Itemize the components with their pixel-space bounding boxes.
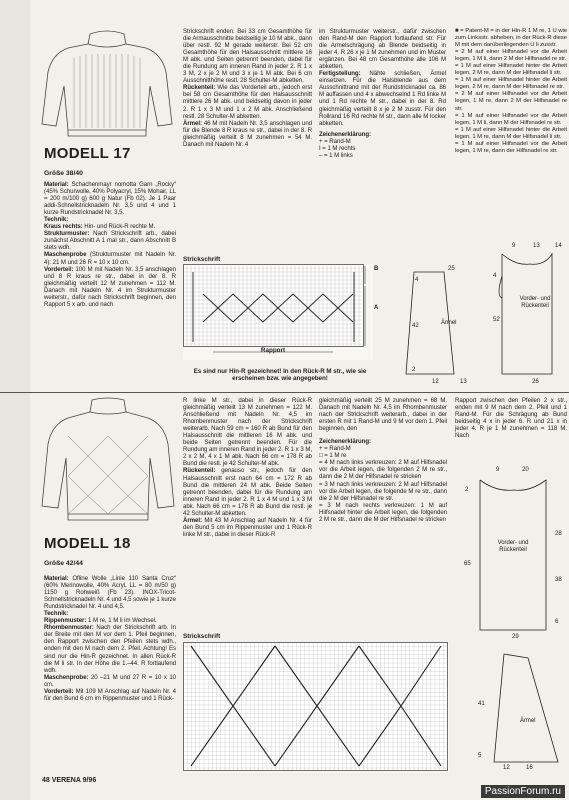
text-block: Technik:	[44, 216, 69, 224]
model-18-column-3	[319, 397, 447, 523]
dim-label: 6	[555, 618, 559, 625]
model-17-title: MODELL 17	[44, 145, 131, 162]
dim-label: 16	[526, 764, 533, 771]
chart-17-notice: Es sind nur Hin-R gezeichnet! In den Rück-R M str., wie sie erscheinen bzw. wie angegeben!	[193, 368, 367, 383]
dim-label: 9	[512, 242, 516, 249]
model-17-column-1	[44, 181, 176, 308]
text-block: = 1 M auf einer Hilfsnadel hinter die Arbeit legen, 2 M re, dann M der Hilfsnadel li str.	[455, 63, 567, 77]
text-block: Strukturmuster: Nach Strickschrift arb., dabei zunächst Abschnitt A 1 mal str., dann Abschnitt B stets wdh.	[44, 230, 176, 252]
dim-label: 42	[412, 322, 419, 329]
legend-item: – = 1 M links	[319, 151, 353, 159]
text-block: Rippenmuster: 1 M re, 1 M li im Wechsel.	[44, 617, 157, 625]
text-block: Rhombenmuster: Nach der Strickschrift arb. In der Breite mit den M vor dem 1. Pfeil beginnen, den Rapport zwischen den Pfeilen stets wdh., enden mit den M nach dem 2. Pfeil. Achtung! Es sind nur die Hin-R gezeichnet. In allen Rück-R die M li str. In der Höhe die 1.–44. R fortlaufend wdh.	[44, 624, 176, 674]
schema-17-sleeve-label: Ärmel	[441, 320, 457, 326]
dim-label: 14	[555, 242, 562, 249]
dim-label: 41	[478, 700, 485, 707]
legend-title: Zeichenerklärung:	[319, 130, 371, 138]
dim-label: 26	[532, 378, 539, 385]
text-block: R linke M str., dabei in dieser Rück-R gleichmäßig verteilt 13 M zunehmen = 122 M. Anschließend mit Nadeln Nr. 4,5 im Rhombenmuster nach der Strickschrift weiterarb. Nach 59 cm = 160 R ab Bund für den Halsausschnitt die mittleren 16 M abk. und beide Seiten getrennt beenden. Für die Rundung am inneren Rand in jeder 2. R 1 x 3 M, 2 x 2 M, 4 x 1 M abk. Nach 66 cm = 178 R ab Bund die restl. je 42 Schulter-M abk.	[183, 397, 312, 468]
legend-item: = 4 M nach links verkreuzen: 2 M auf Hilfsnadel vor die Arbeit legen, die folgenden 2 M re str., dann die 2 M der Hilfsnadel re stricken	[319, 459, 447, 481]
legend-item: I = 1 M rechts	[319, 144, 356, 152]
knitting-chart-18	[183, 642, 449, 772]
text-block: = 2 M auf einer Hilfsnadel vor die Arbeit legen, 1 M re, dann 2 M der Hilfsnadel re str.	[455, 91, 567, 112]
text-block: Rapport zwischen den Pfeilen 2 x str., enden mit 9 M nach dem 2. Pfeil und 1 Rand-M. Für die Schrägung ab Bund beidseitig 4 x in jeder 6. R und 21 x in jeder 4. R je 1 M zunehmen = 118 M. Nach	[455, 397, 567, 440]
chart-17-section-b: B	[374, 266, 379, 272]
text-block: im Strukturmuster weiterstr., dafür zwischen den Rand-M den Rapport fortlaufend str. Für die Armelschrägung ab Blende beidseitig in jeder 4. R 26 x je 1 M zunehmen und im Muster ergänzen. Bei 48 cm Gesamthöhe alle 106 M abketten.	[319, 28, 446, 71]
chart-18-title: Strickschrift	[183, 633, 221, 640]
dim-label: 4	[415, 276, 419, 283]
dim-label: 38	[555, 576, 562, 583]
model-18-size: Größe 42/44	[44, 560, 83, 567]
schema-18-body-label: Vorder- und Rückenteil	[497, 540, 529, 554]
text-block: Ärmel: Mit 43 M Anschlag auf Nadeln Nr. 4 für den Bund 5 cm im Rippenmuster und 1 Rück-R linke M str., dabei in dieser Rück-R	[183, 516, 312, 538]
text-block: Maschenprobe: 20 –21 M und 27 R = 10 x 10 cm.	[44, 673, 176, 688]
dim-label: 20	[522, 466, 529, 473]
sweater-illustration-18	[38, 396, 178, 524]
model-17-right-column	[455, 28, 567, 155]
text-block: = 1 M auf einer Hilfsnadel vor die Arbeit legen, 1 M li, dann M der Hilfsnadel re str.	[455, 112, 567, 126]
dim-label: 13	[533, 242, 540, 249]
dim-label: 5	[478, 752, 482, 759]
text-block: Ärmel: 46 M mit Nadeln Nr. 3,5 anschlagen und für die Blende 8 R kraus re str., dabei in der 8. R gleichmäßig verteilt 8 M zunehmen = 54 M. Danach mit Nadeln Nr. 4	[183, 119, 312, 148]
dim-label: 12	[503, 764, 510, 771]
dim-label: 12	[432, 378, 439, 385]
text-block: Vorderteil: 100 M mit Nadeln Nr. 3,5 anschlagen und 8 R kraus re str., dabei in der 8. R gleichmäßig verteilt 12 M zunehmen = 112 M. Danach mit Nadeln Nr. 4 im Strukturmuster weiterstr., dafür nach Strickschrift beginnen, den Rapport 5 x arb. und nach	[44, 265, 176, 308]
schema-18-sleeve-label: Ärmel	[520, 718, 536, 724]
dim-label: 52	[493, 316, 500, 323]
dim-label: 25	[448, 265, 455, 272]
text-block: Kraus rechts: Hin- und Rück-R rechte M.	[44, 223, 156, 231]
text-block: = 1 M auf einer Hilfsnadel vor die Arbeit legen, 1 M re, dann der Hilfsnadel re str.	[455, 140, 567, 154]
text-block: gleichmäßig verteilt 25 M zunehmen = 68 M. Danach mit Nadeln Nr. 4,5 im Rhombenmuster nach der Strickschrift weiterarb., dabei in der ersten R mit 1 Rand-M und 9 M vor dem 1. Pfeil beginnen, den	[319, 397, 447, 433]
model-17-column-3	[319, 28, 446, 159]
text-block: Rückenteil: genauso str., jedoch für den Halsausschnitt erst nach 64 cm = 172 R ab Bund die mittleren 24 M abk. Beide Seiten getrennt beenden, dabei für die Rundung am inneren Rand in jeder 2. R 1 x 4 M und 1 x 3 M abk. Nach 66 cm = 178 R ab Bund die restl. je 42 Schulter-M abketten.	[183, 467, 312, 517]
legend-item: □ = 1 M re	[319, 452, 347, 460]
model-17-size: Größe 38/40	[44, 170, 83, 177]
dim-label: 4	[493, 272, 497, 279]
dim-label: 65	[464, 560, 471, 567]
text-block: = 1 M auf einer Hilfsnadel hinter die Arbeit legen, 2 M re, dann M der Hilfsnadel re str.	[455, 77, 567, 91]
text-block: Fertigstellung: Nähte schließen, Ärmel einsetzen. Für die Halsblende aus dem Ausschnittrand mit der Rundstricknadel ca. 86 M auffassen und 4 x abwechselnd 1 Rd linke M und 1 Rd rechte M str., dabei in der 8. Rd gleichmäßig verteilt 8 x je 2 M zusstr. Für den Rollrand 16 Rd rechte M str., dann alle M locker abketten.	[319, 70, 446, 127]
page-footer: 48 VERENA 9/96	[42, 777, 97, 784]
text-block: = 1 M auf einer Hilfsnadel hinter die Arbeit legen, 1 M re, dann M der Hilfsnadel li str.	[455, 126, 567, 140]
text-block: Strickschrift enden. Bei 33 cm Gesamthöhe für die Armausschnitte beidseitig je 10 M abk., dann über restl. 92 M gerade weiterstr. Bei 52 cm Gesamthöhe für den Halsausschnitt mittlere 16 M abk. und Seiten getrennt beenden, dabei für die Rundung am inneren Rand in jeder 2. R 1 x 3 M, 2 x je 2 M und 3 x je 1 M abk. Bei 6 cm Ausschnitthöhe restl. 28 Schulter-M abketten.	[183, 28, 312, 85]
dim-label: 2	[412, 366, 416, 373]
dim-label: 28	[555, 530, 562, 537]
legend-title: Zeichenerklärung:	[319, 438, 371, 446]
legend-item: = 3 M nach links verkreuzen: 2 M auf Hilfsnadel vor die Arbeit legen, die folgende M re str., dann die 2 M der Hilfsnadel re str.	[319, 480, 447, 502]
text-block: Material: Ofline Wolle „Linie 110 Santa Cruz“ (60% Merinowolle, 40% Acryl, LL = 80 m/50 g) 1150 g Rohweiß (Fb 23). INOX-Tricot-Schnellstricknadeln Nr. 4 und 4,5 sowie je 1 kurze Rundstricknadel Nr. 4 und 4,5.	[44, 575, 176, 611]
dim-label: 2	[465, 486, 469, 493]
section-divider	[0, 392, 569, 393]
chart-17-title: Strickschrift	[183, 256, 221, 263]
model-18-right-column	[455, 397, 567, 439]
legend-item: + = Rand-M	[319, 445, 351, 453]
knitting-chart-17	[183, 264, 373, 360]
text-block: Maschenprobe (Strukturmuster mit Nadeln Nr. 4): 21 M und 26 R = 10 x 10 cm.	[44, 251, 176, 266]
model-18-column-2	[183, 397, 312, 538]
text-block: ■ = Patent-M = in der Hin-R 1 M re, 1 U wie zum Linksstr. abheben, in der Rück-R diese M mit dem darüberliegenden U li zusstr.	[455, 28, 567, 49]
text-block: Material: Schachenmayr nomotta Garn „Rocky“ (45% Schurwolle, 40% Polyacryl, 15% Mohair, LL = 200 m/100 g) 600 g Natur (Fb 02). Je 1 Paar addi-Schnellstricknadeln Nr. 3,5 und 4 und 1 kurze Rundstricknadel Nr. 3,5.	[44, 181, 176, 217]
chart-17-section-a: A	[374, 305, 379, 311]
schema-18	[454, 462, 568, 772]
text-block: Vorderteil: Mit 109 M Anschlag auf Nadeln Nr. 4 für den Bund 6 cm im Rippenmuster und 1 Rück-	[44, 687, 176, 702]
sweater-illustration-17	[38, 26, 176, 141]
model-18-title: MODELL 18	[44, 535, 131, 552]
dim-label: 29	[512, 633, 519, 640]
schema-17-body-label: Vorder- und Rückenteil	[519, 296, 551, 310]
watermark: PassionForum.ru	[481, 785, 565, 798]
dim-label: 9	[496, 466, 500, 473]
dim-label: 13	[460, 378, 467, 385]
text-block: Rückenteil: Wie das Vorderteil arb., jedoch erst bei 58 cm Gesamthöhe für den Halsausschnitt mittlere 26 M abk. und beidseitig davon in jeder 2. R 1 x 3 M und 1 x 2 M abk. Anschließend restl. 28 Schulter-M abketten.	[183, 84, 312, 120]
legend-item: = 3 M nach rechts verkreuzen: 1 M auf Hilfsnadel hinter die Arbeit legen, die folgenden 2 M re str., dann die M der Hilfsnadel re stricken	[319, 501, 447, 523]
text-block: Technik:	[44, 610, 69, 618]
text-block: = 2 M auf einer Hilfsnadel vor die Arbeit legen, 1 M li, dann 2 M der Hilfsnadel re str.	[455, 49, 567, 63]
model-17-column-2	[183, 28, 312, 148]
legend-item: + = Rand-M	[319, 137, 351, 145]
chart-17-rapport-label: Rapport	[260, 347, 286, 354]
page-margin	[0, 0, 30, 800]
model-18-column-1	[44, 575, 176, 702]
